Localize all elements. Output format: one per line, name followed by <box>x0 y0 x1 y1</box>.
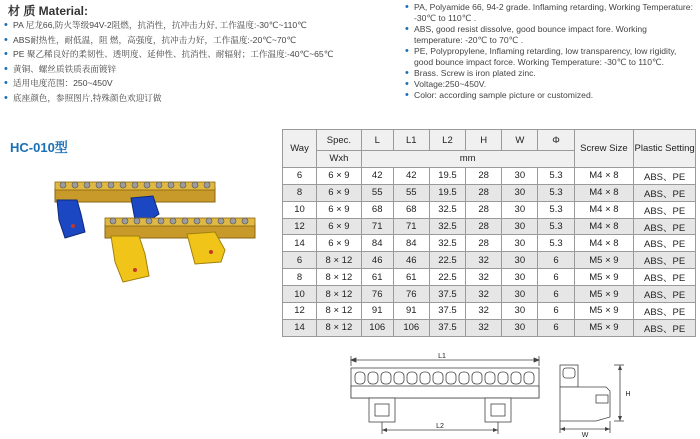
col-header-screw-size: Screw Size <box>574 130 634 168</box>
cell-spec: 8 × 12 <box>317 286 362 303</box>
col-header-phi: Φ <box>538 130 574 151</box>
cell-spec: 8 × 12 <box>317 252 362 269</box>
list-item: • 适用电度范围：250~450V <box>4 78 396 89</box>
col-header-w: W <box>502 130 538 151</box>
cell-phi: 6 <box>538 286 574 303</box>
cell-w: 30 <box>502 269 538 286</box>
cell-way: 6 <box>283 252 317 269</box>
cell-screw-size: M5 × 9 <box>574 319 634 336</box>
cell-w: 30 <box>502 252 538 269</box>
cell-way: 6 <box>283 167 317 184</box>
cell-spec: 6 × 9 <box>317 167 362 184</box>
cell-screw-size: M5 × 9 <box>574 269 634 286</box>
cell-way: 14 <box>283 319 317 336</box>
table-row <box>283 201 696 218</box>
list-item: • Brass. Screw is iron plated zinc. <box>405 68 697 79</box>
front-view-drawing <box>345 352 545 436</box>
cell-plastic-setting: ABS、PE <box>634 184 696 201</box>
cell-way: 8 <box>283 269 317 286</box>
cell-l: 106 <box>361 319 393 336</box>
cell-l1: 68 <box>393 201 429 218</box>
cell-phi: 6 <box>538 303 574 320</box>
cell-l1: 106 <box>393 319 429 336</box>
table-row <box>283 303 696 320</box>
material-list-english <box>405 2 697 101</box>
yellow-terminal-bar <box>105 218 255 282</box>
cell-w: 30 <box>502 167 538 184</box>
cell-phi: 6 <box>538 252 574 269</box>
cell-l: 68 <box>361 201 393 218</box>
table-row <box>283 269 696 286</box>
col-header-wxh: Wxh <box>317 151 362 168</box>
col-header-unit-mm: mm <box>361 151 574 168</box>
cell-phi: 5.3 <box>538 235 574 252</box>
list-item: • PA 尼龙66,防火等级94V-2阻燃，抗消性，抗冲击力好, 工作温度:-30℃~110℃ <box>4 20 396 31</box>
cell-screw-size: M4 × 8 <box>574 218 634 235</box>
cell-l1: 76 <box>393 286 429 303</box>
cell-l2: 22.5 <box>429 252 465 269</box>
table-row <box>283 184 696 201</box>
table-row <box>283 167 696 184</box>
cell-l: 71 <box>361 218 393 235</box>
col-header-l2: L2 <box>429 130 465 151</box>
col-header-spec: Spec. <box>317 130 362 151</box>
cell-screw-size: M4 × 8 <box>574 201 634 218</box>
cell-l1: 84 <box>393 235 429 252</box>
cell-w: 30 <box>502 286 538 303</box>
table-row <box>283 286 696 303</box>
list-item: • 黄铜、螺丝质铁质表面镀锌 <box>4 64 396 75</box>
cell-l: 91 <box>361 303 393 320</box>
cell-screw-size: M5 × 9 <box>574 303 634 320</box>
cell-w: 30 <box>502 319 538 336</box>
cell-plastic-setting: ABS、PE <box>634 286 696 303</box>
cell-h: 28 <box>466 167 502 184</box>
cell-l: 42 <box>361 167 393 184</box>
cell-l1: 71 <box>393 218 429 235</box>
cell-way: 14 <box>283 235 317 252</box>
cell-h: 28 <box>466 218 502 235</box>
cell-way: 10 <box>283 201 317 218</box>
cell-plastic-setting: ABS、PE <box>634 269 696 286</box>
col-header-plastic-setting: Plastic Setting <box>634 130 696 168</box>
cell-l2: 32.5 <box>429 235 465 252</box>
model-name: HC-010型 <box>10 140 68 155</box>
cell-plastic-setting: ABS、PE <box>634 303 696 320</box>
material-list-chinese <box>4 20 396 108</box>
cell-screw-size: M4 × 8 <box>574 235 634 252</box>
cell-screw-size: M4 × 8 <box>574 167 634 184</box>
cell-phi: 5.3 <box>538 201 574 218</box>
cell-h: 32 <box>466 319 502 336</box>
specification-table <box>282 129 696 337</box>
cell-way: 12 <box>283 303 317 320</box>
list-item: • 底座颜色，参照图片,特殊颜色欢迎订做 <box>4 93 396 104</box>
cell-phi: 6 <box>538 319 574 336</box>
cell-w: 30 <box>502 218 538 235</box>
col-header-l1: L1 <box>393 130 429 151</box>
cell-l: 61 <box>361 269 393 286</box>
cell-h: 32 <box>466 303 502 320</box>
cell-way: 8 <box>283 184 317 201</box>
cell-h: 32 <box>466 286 502 303</box>
cell-h: 32 <box>466 252 502 269</box>
cell-l2: 32.5 <box>429 201 465 218</box>
cell-spec: 6 × 9 <box>317 184 362 201</box>
cell-w: 30 <box>502 303 538 320</box>
list-item: • Voltage:250~450V. <box>405 79 697 90</box>
cell-h: 32 <box>466 269 502 286</box>
list-item: • PE, Polypropylene, Inflaming retarding, low transparency, low rigidity, good bounce impact force. Working Temperature: -30℃ to 110℃. <box>405 46 697 68</box>
cell-l2: 32.5 <box>429 218 465 235</box>
cell-l1: 55 <box>393 184 429 201</box>
col-header-h: H <box>466 130 502 151</box>
cell-plastic-setting: ABS、PE <box>634 235 696 252</box>
cell-l1: 61 <box>393 269 429 286</box>
label-l1: L1 <box>438 353 446 360</box>
cell-spec: 6 × 9 <box>317 201 362 218</box>
cell-spec: 6 × 9 <box>317 235 362 252</box>
cell-h: 28 <box>466 235 502 252</box>
cell-way: 10 <box>283 286 317 303</box>
table-row <box>283 235 696 252</box>
label-h: H <box>625 391 631 398</box>
list-item: • PA, Polyamide 66, 94-2 grade. Inflaming retarding, Working Temperature: -30℃ to 110℃ . <box>405 2 697 24</box>
cell-plastic-setting: ABS、PE <box>634 201 696 218</box>
cell-plastic-setting: ABS、PE <box>634 319 696 336</box>
cell-w: 30 <box>502 184 538 201</box>
list-item: • PE 聚乙稀良好的柔韧性、透明度、延伸性、抗消性、耐辐射；工作温度:-40℃~65℃ <box>4 49 396 60</box>
cell-l: 76 <box>361 286 393 303</box>
cell-l1: 42 <box>393 167 429 184</box>
cell-spec: 8 × 12 <box>317 269 362 286</box>
cell-l2: 37.5 <box>429 286 465 303</box>
cell-phi: 5.3 <box>538 184 574 201</box>
table-row <box>283 319 696 336</box>
cell-phi: 6 <box>538 269 574 286</box>
cell-l2: 22.5 <box>429 269 465 286</box>
product-image <box>35 158 265 288</box>
cell-l: 84 <box>361 235 393 252</box>
list-item: • ABS, good resist dissolve, good bounce impact fore. Working temperature: -20℃ to 70℃ . <box>405 24 697 46</box>
cell-l: 46 <box>361 252 393 269</box>
cell-spec: 8 × 12 <box>317 319 362 336</box>
cell-l2: 37.5 <box>429 319 465 336</box>
label-l2: L2 <box>436 423 444 430</box>
cell-plastic-setting: ABS、PE <box>634 252 696 269</box>
list-item: • Color: according sample picture or customized. <box>405 90 697 101</box>
cell-screw-size: M5 × 9 <box>574 286 634 303</box>
cell-screw-size: M4 × 8 <box>574 184 634 201</box>
cell-plastic-setting: ABS、PE <box>634 218 696 235</box>
cell-w: 30 <box>502 235 538 252</box>
material-title: 材 质 Material: <box>8 4 89 18</box>
table-row <box>283 252 696 269</box>
cell-spec: 6 × 9 <box>317 218 362 235</box>
cell-l: 55 <box>361 184 393 201</box>
cell-l2: 19.5 <box>429 184 465 201</box>
cell-h: 28 <box>466 201 502 218</box>
cell-w: 30 <box>502 201 538 218</box>
cell-l2: 19.5 <box>429 167 465 184</box>
label-w: W <box>581 432 589 439</box>
cell-phi: 5.3 <box>538 167 574 184</box>
side-view-drawing <box>556 355 636 439</box>
col-header-l: L <box>361 130 393 151</box>
cell-way: 12 <box>283 218 317 235</box>
cell-phi: 5.3 <box>538 218 574 235</box>
cell-spec: 8 × 12 <box>317 303 362 320</box>
table-row <box>283 218 696 235</box>
cell-h: 28 <box>466 184 502 201</box>
cell-l2: 37.5 <box>429 303 465 320</box>
col-header-way: Way <box>283 130 317 168</box>
cell-l1: 46 <box>393 252 429 269</box>
cell-l1: 91 <box>393 303 429 320</box>
cell-plastic-setting: ABS、PE <box>634 167 696 184</box>
list-item: • ABS耐热性，耐低温，阻 燃，高强度，抗冲击力好，工作温度:-20℃~70℃ <box>4 35 396 46</box>
cell-screw-size: M5 × 9 <box>574 252 634 269</box>
